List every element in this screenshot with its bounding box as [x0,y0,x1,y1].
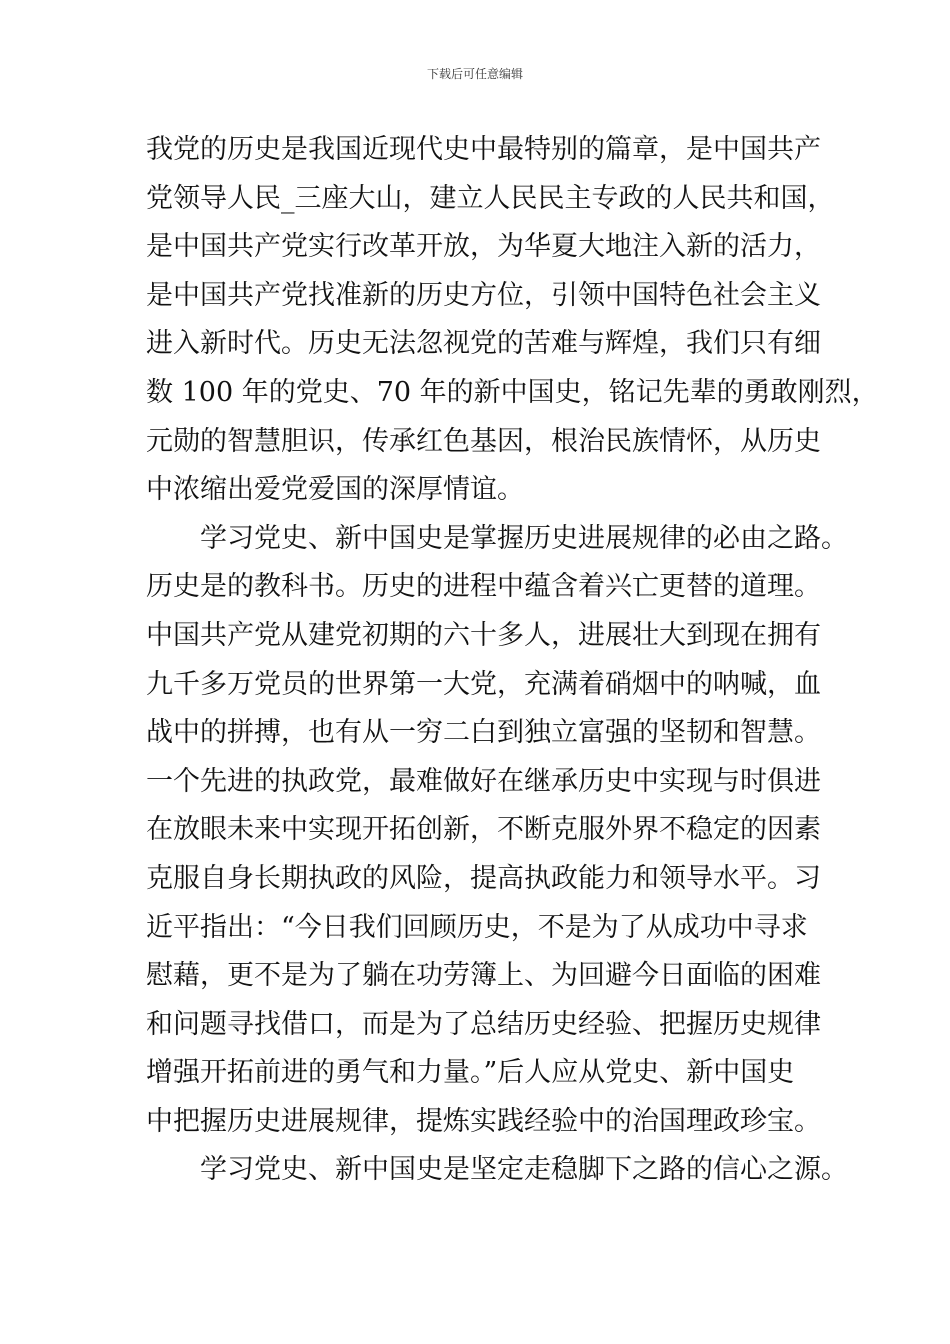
text-line: 在放眼未来中实现开拓创新，不断克服外界不稳定的因素 [146,814,821,846]
page-header: 下载后可任意编辑 [426,67,523,81]
text-line: 近平指出：“今日我们回顾历史，不是为了从成功中寻求 [146,911,808,943]
text-line: 一个先进的执政党，最难做好在继承历史中实现与时俱进 [146,765,821,797]
text-line: 中国共产党从建党初期的六十多人，进展壮大到现在拥有 [146,619,821,651]
text-line: 九千多万党员的世界第一大党，充满着硝烟中的呐喊，血 [146,668,821,700]
text-line: 学习党史、新中国史是坚定走稳脚下之路的信心之源。 [200,1154,848,1186]
text-line: 数 100 年的党史、70 年的新中国史，铭记先辈的勇敢刚烈， [146,376,879,408]
text-line: 慰藉，更不是为了躺在功劳簿上、为回避今日面临的困难 [146,960,821,992]
text-line: 我党的历史是我国近现代史中最特别的篇章，是中国共产 [146,134,821,165]
text-line: 元勋的智慧胆识，传承红色基因，根治民族情怀，从历史 [146,425,821,457]
text-line: 党领导人民_三座大山，建立人民民主专政的人民共和国， [146,182,835,214]
text-line: 是中国共产党找准新的历史方位，引领中国特色社会主义 [146,279,821,311]
text-line: 中浓缩出爱党爱国的深厚情谊。 [146,474,524,506]
text-line: 进入新时代。历史无法忽视党的苦难与辉煌，我们只有细 [146,328,821,360]
document-body [146,126,879,1195]
text-line: 学习党史、新中国史是掌握历史进展规律的必由之路。 [200,522,848,554]
text-line: 增强开拓前进的勇气和力量。”后人应从党史、新中国史 [146,1057,795,1089]
text-line: 是中国共产党实行改革开放，为华夏大地注入新的活力， [146,231,821,263]
text-line: 克服自身长期执政的风险，提高执政能力和领导水平。习 [146,862,821,894]
text-line: 和问题寻找借口，而是为了总结历史经验、把握历史规律 [146,1008,821,1040]
text-line: 战中的拼搏，也有从一穷二白到独立富强的坚韧和智慧。 [146,717,821,749]
text-line: 中把握历史进展规律，提炼实践经验中的治国理政珍宝。 [146,1105,821,1137]
text-line: 历史是的教科书。历史的进程中蕴含着兴亡更替的道理。 [146,571,821,603]
